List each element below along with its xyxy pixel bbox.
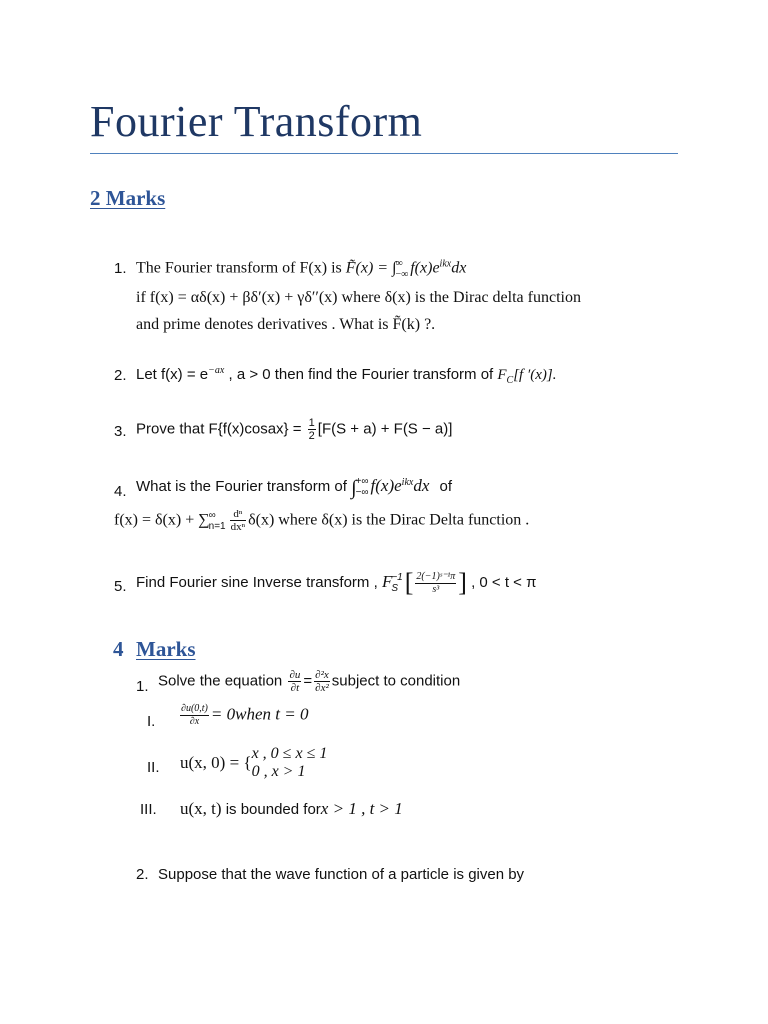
q1-int-lower: −∞ [395, 269, 409, 280]
q1-line1-math: F̃(x) = ∫ [345, 259, 397, 277]
q5-number: 5. [114, 578, 127, 595]
q3-text-a: Prove that F{f(x)cosax} = [136, 420, 302, 438]
q3-text-b: [F(S + a) + F(S − a)] [317, 420, 453, 438]
m4q1-c3-b: is bounded for [221, 801, 321, 818]
q5-frac-den: s³ [432, 583, 440, 595]
q5-op-sub: S [391, 583, 398, 595]
q5-bracket-left: [ [404, 568, 414, 597]
q4-text-a: What is the Fourier transform of [136, 478, 347, 495]
q4-integral-limits [356, 476, 369, 498]
m4q1-condition-2-number: II. [147, 759, 160, 776]
q3-frac-num: 1 [308, 417, 315, 429]
m4q1-number: 1. [136, 678, 149, 695]
section-heading-4-marks: Marks [136, 637, 196, 661]
q4-derivative-fraction [230, 508, 246, 533]
m4q1-c2-text: u(x, 0) = { [180, 753, 252, 772]
q2-operator: F [497, 367, 507, 383]
q3-number: 3. [114, 423, 127, 440]
m4q1-text-b: subject to condition [331, 672, 461, 690]
q4-integral-sign: ∫ [351, 477, 357, 499]
m4q1-c1-fraction [180, 703, 209, 728]
q4-sum-lower: n=1 [208, 520, 226, 532]
q5-fraction [415, 571, 456, 596]
q4-number: 4. [114, 483, 127, 500]
section-heading-4-marks-number: 4 [113, 637, 124, 661]
q4-exponent: ikx [401, 477, 414, 488]
q2-number: 2. [114, 367, 127, 384]
q1-exponent: ikx [439, 258, 452, 270]
q2-exponent: −ax [208, 365, 225, 376]
q4-line1 [136, 476, 452, 500]
q2-text-a: Let f(x) = e [136, 366, 209, 383]
m4q1-equals: = [303, 672, 313, 690]
m4q1-condition-2 [180, 745, 327, 781]
q2-line [136, 366, 557, 384]
m4q1-c2-case-1: x , 0 ≤ x ≤ 1 [251, 745, 328, 762]
title-divider [90, 153, 678, 154]
m4q1-frac-du-dt [288, 669, 301, 694]
q1-line1-text: The Fourier transform of F(x) is [136, 259, 342, 277]
q3-line [136, 417, 452, 442]
q4-int-lower: −∞ [355, 487, 369, 499]
q5-operator-scripts [391, 572, 402, 594]
q1-line3: and prime denotes derivatives . What is F̃(k) ?. [136, 316, 436, 333]
m4q1-text-a: Solve the equation [158, 672, 283, 690]
q4-sum-upper: ∞ [208, 509, 216, 521]
q2-operator-sub: C [506, 375, 514, 386]
m4q1-c1-text: = 0when t = 0 [210, 704, 309, 724]
q4-sum-limits [209, 510, 226, 532]
m4q1-condition-3-number: III. [140, 801, 157, 818]
m4q1-condition-1 [178, 703, 308, 728]
m4q1-c2-cases [252, 745, 328, 781]
q4-line2-a: f(x) = δ(x) + ∑ [114, 511, 210, 529]
q1-dx: dx [451, 259, 467, 277]
m4q1-frac-d2x-dx2 [314, 669, 330, 694]
m4q1-c1-frac-num: ∂u(0,t) [181, 703, 208, 714]
q4-text-b: of [439, 478, 453, 495]
q4-frac-den: dxⁿ [230, 521, 246, 533]
q5-op-sup: −1 [391, 572, 403, 584]
q4-line2 [114, 508, 529, 533]
q4-integrand: f(x)e [370, 476, 402, 495]
q4-frac-num: dⁿ [230, 508, 246, 521]
page-title: Fourier Transform [90, 97, 423, 146]
q5-bracket-right: ] [458, 568, 467, 597]
q3-frac-den: 2 [308, 430, 315, 442]
q4-int-upper: +∞ [355, 476, 369, 488]
m4q2-text: Suppose that the wave function of a particle is given by [158, 866, 525, 883]
q5-text-a: Find Fourier sine Inverse transform , [136, 574, 378, 591]
q1-number: 1. [114, 260, 127, 277]
m4q1-frac2-num: ∂²x [315, 669, 329, 681]
m4q1-c2-case-2: 0 , x > 1 [251, 763, 306, 780]
q3-fraction [308, 417, 316, 442]
q5-operator: F [381, 572, 393, 591]
q1-line2: if f(x) = αδ(x) + βδ′(x) + γδ′′(x) where δ(x) is the Dirac delta function [136, 289, 581, 306]
m4q1-frac2-den: ∂x² [315, 682, 329, 694]
m4q1-c1-frac-den: ∂x [189, 716, 200, 727]
q2-text-d: [f ′(x)]. [513, 367, 557, 383]
q5-line [136, 568, 536, 598]
m4q1-frac1-num: ∂u [289, 669, 301, 681]
q5-text-b: , 0 < t < π [471, 574, 537, 591]
m4q2-number: 2. [136, 866, 149, 883]
m4q1-c3-c: x > 1 , t > 1 [320, 799, 403, 818]
m4q1-line [158, 669, 460, 694]
section-heading-2-marks: 2 Marks [90, 186, 166, 210]
q2-text-b: , a > 0 then find the Fourier transform of [224, 366, 498, 383]
q4-line2-b: δ(x) where δ(x) is the Dirac Delta function . [248, 511, 530, 529]
q4-dx: dx [413, 476, 430, 495]
q5-frac-num: 2(−1)ˢ⁻¹π [416, 570, 456, 582]
q1-integral-limits [395, 258, 408, 280]
q1-integrand: f(x)e [410, 259, 440, 277]
m4q1-frac1-den: ∂t [290, 682, 300, 694]
m4q1-condition-3 [180, 799, 403, 819]
m4q1-condition-1-number: I. [147, 713, 156, 730]
q1-int-upper: ∞ [395, 258, 403, 269]
q1-line1 [136, 258, 466, 280]
m4q1-c3-a: u(x, t) [180, 799, 222, 818]
